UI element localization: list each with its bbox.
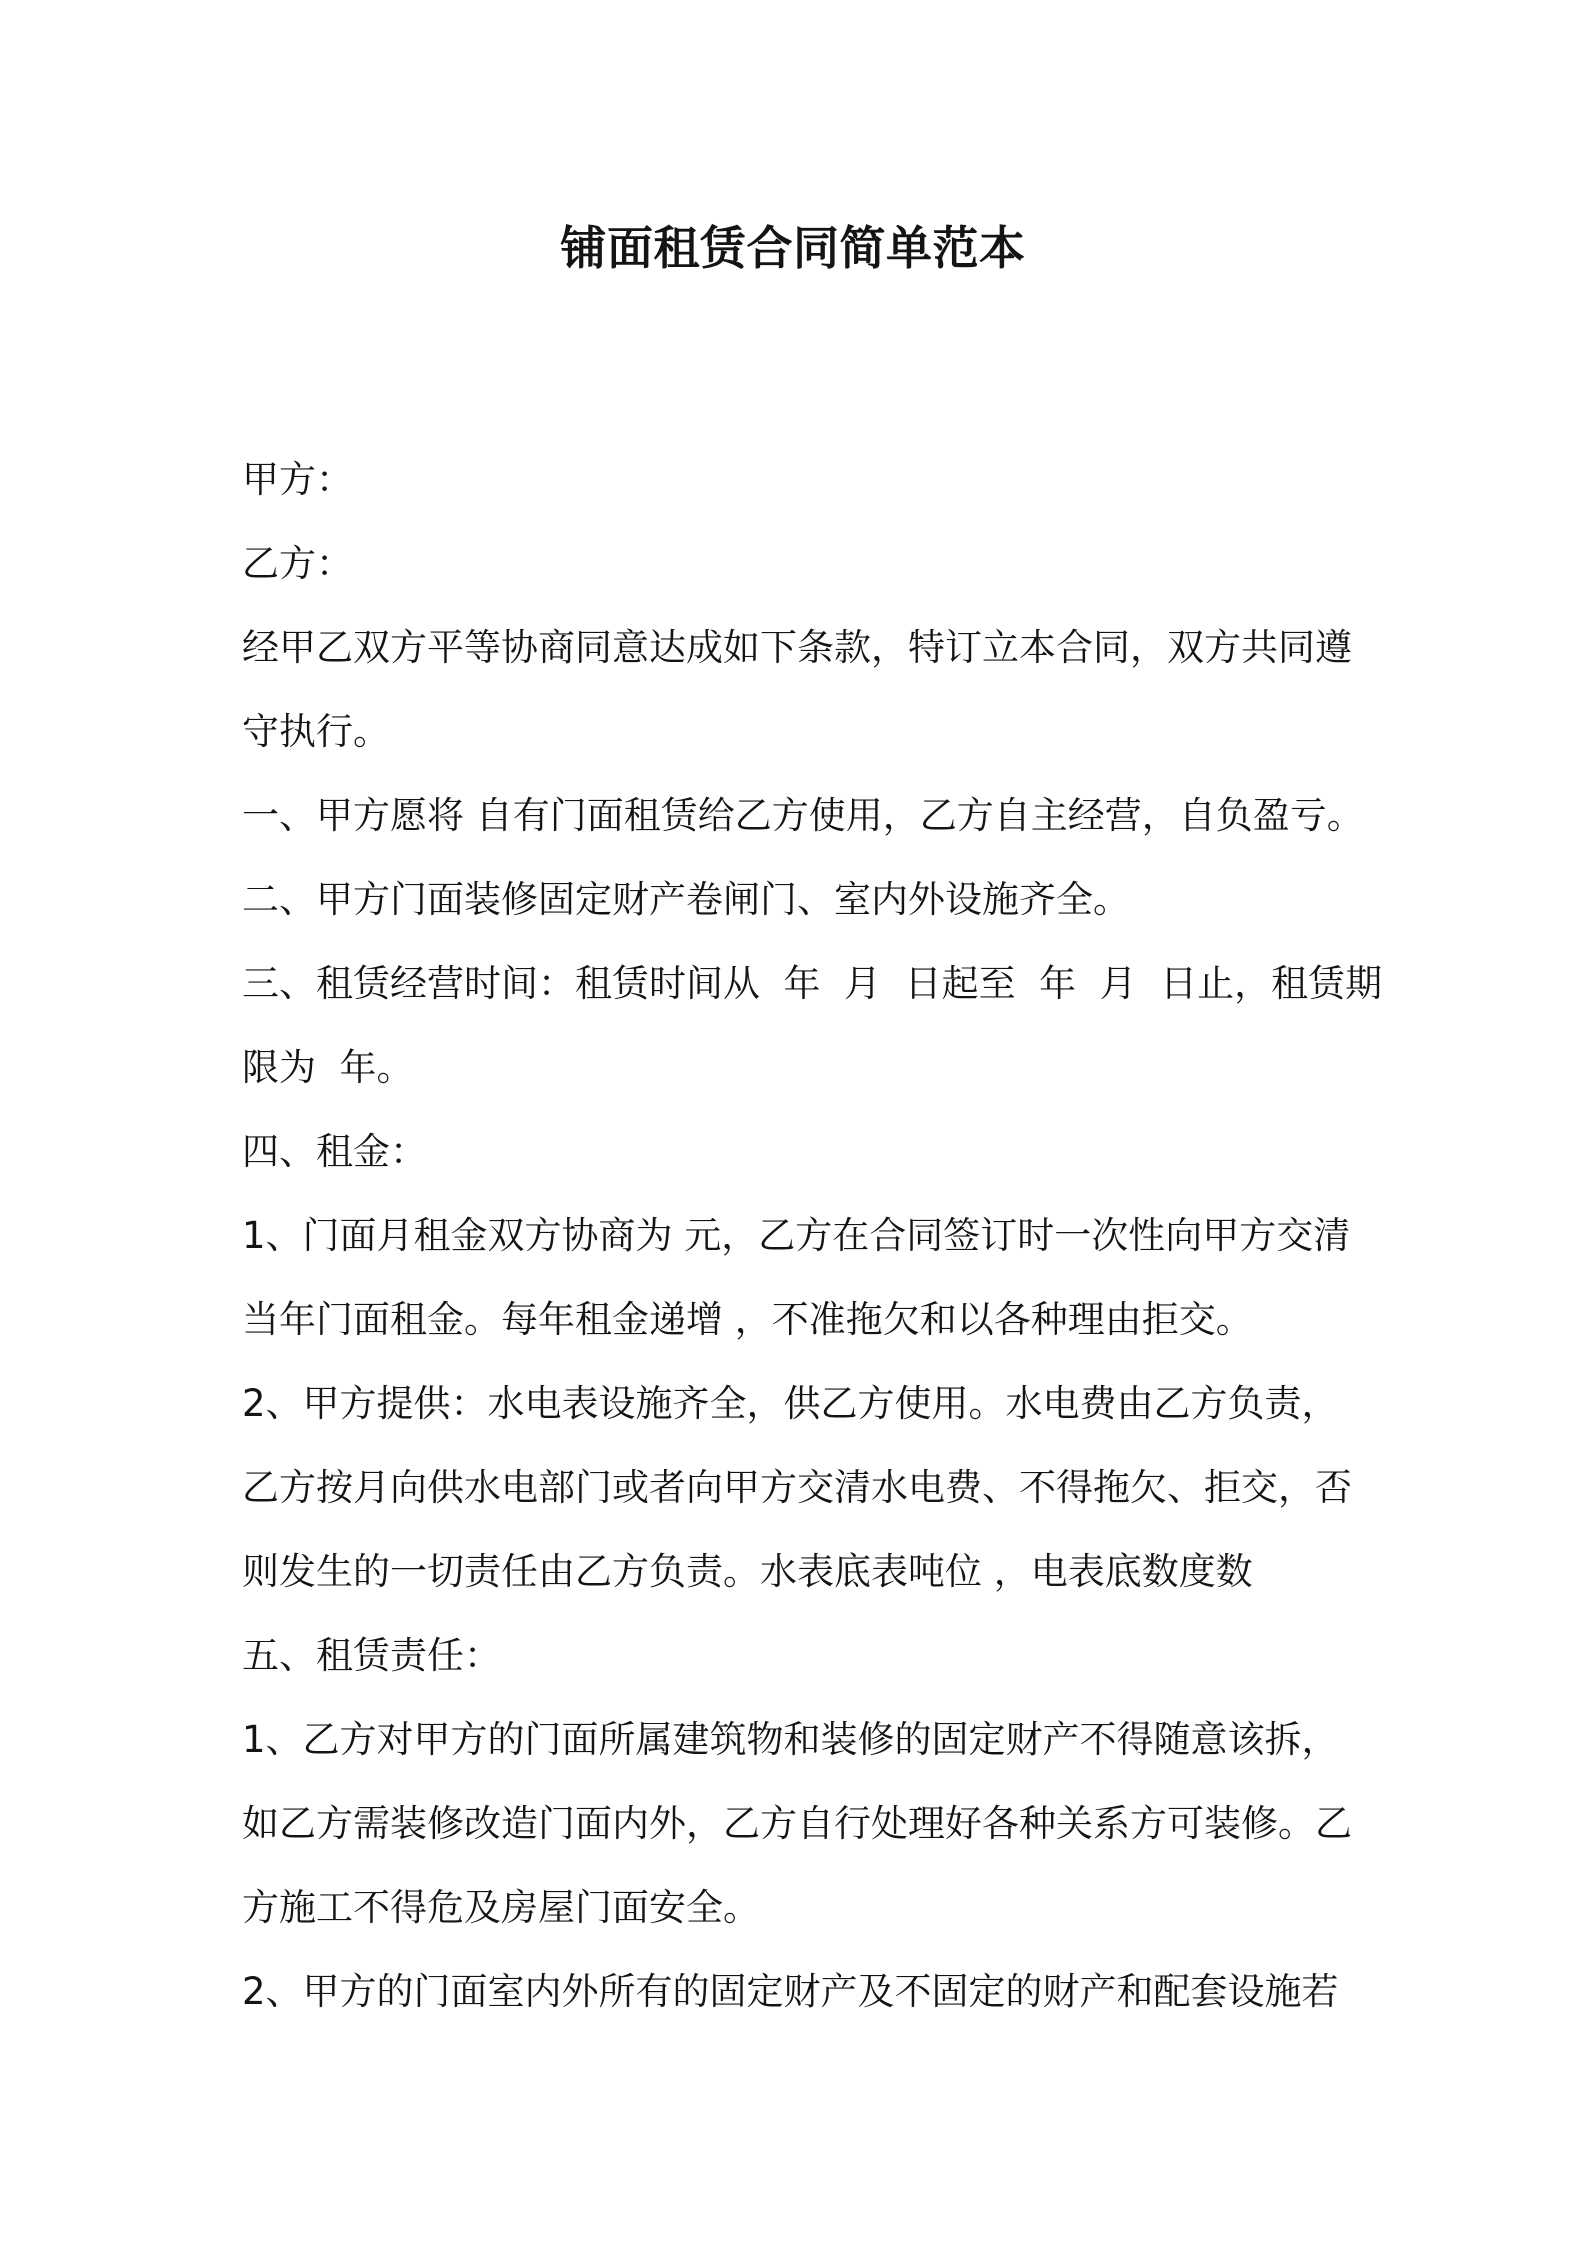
clause-4-item-2-line-3: 则发生的一切责任由乙方负责。水表底表吨位 ，电表底数度数 [242, 1550, 1253, 1593]
clause-5-item-2-line-1: 2、甲方的门面室内外所有的固定财产及不固定的财产和配套设施若 [242, 1970, 1339, 2013]
clause-3-line-2: 限为 年。 [242, 1046, 414, 1089]
party-b-line: 乙方： [242, 542, 353, 585]
clause-5-item-1-line-1: 1、乙方对甲方的门面所属建筑物和装修的固定财产不得随意该拆， [242, 1718, 1339, 1761]
clause-1: 一、甲方愿将 自有门面租赁给乙方使用，乙方自主经营，自负盈亏。 [242, 794, 1364, 837]
clause-5-item-1-line-3: 方施工不得危及房屋门面安全。 [242, 1886, 760, 1929]
document-title: 铺面租赁合同简单范本 [560, 221, 1026, 275]
clause-2: 二、甲方门面装修固定财产卷闸门、室内外设施齐全。 [242, 878, 1130, 921]
preamble-line-1: 经甲乙双方平等协商同意达成如下条款，特订立本合同，双方共同遵 [242, 626, 1352, 669]
clause-3-line-1: 三、租赁经营时间：租赁时间从 年 月 日起至 年 月 日止，租赁期 [242, 962, 1383, 1005]
clause-4-item-1-line-1: 1、门面月租金双方协商为 元，乙方在合同签订时一次性向甲方交清 [242, 1214, 1351, 1257]
clause-5-item-1-line-2: 如乙方需装修改造门面内外，乙方自行处理好各种关系方可装修。乙 [242, 1802, 1352, 1845]
document-body [242, 438, 1442, 2034]
clause-4-item-2-line-1: 2、甲方提供：水电表设施齐全，供乙方使用。水电费由乙方负责， [242, 1382, 1339, 1425]
party-a-line: 甲方： [242, 458, 353, 501]
clause-4-heading: 四、租金： [242, 1130, 427, 1173]
clause-5-heading: 五、租赁责任： [242, 1634, 501, 1677]
clause-4-item-1-line-2: 当年门面租金。每年租金递增 ，不准拖欠和以各种理由拒交。 [242, 1298, 1253, 1341]
clause-4-item-2-line-2: 乙方按月向供水电部门或者向甲方交清水电费、不得拖欠、拒交，否 [242, 1466, 1352, 1509]
preamble-line-2: 守执行。 [242, 710, 390, 753]
